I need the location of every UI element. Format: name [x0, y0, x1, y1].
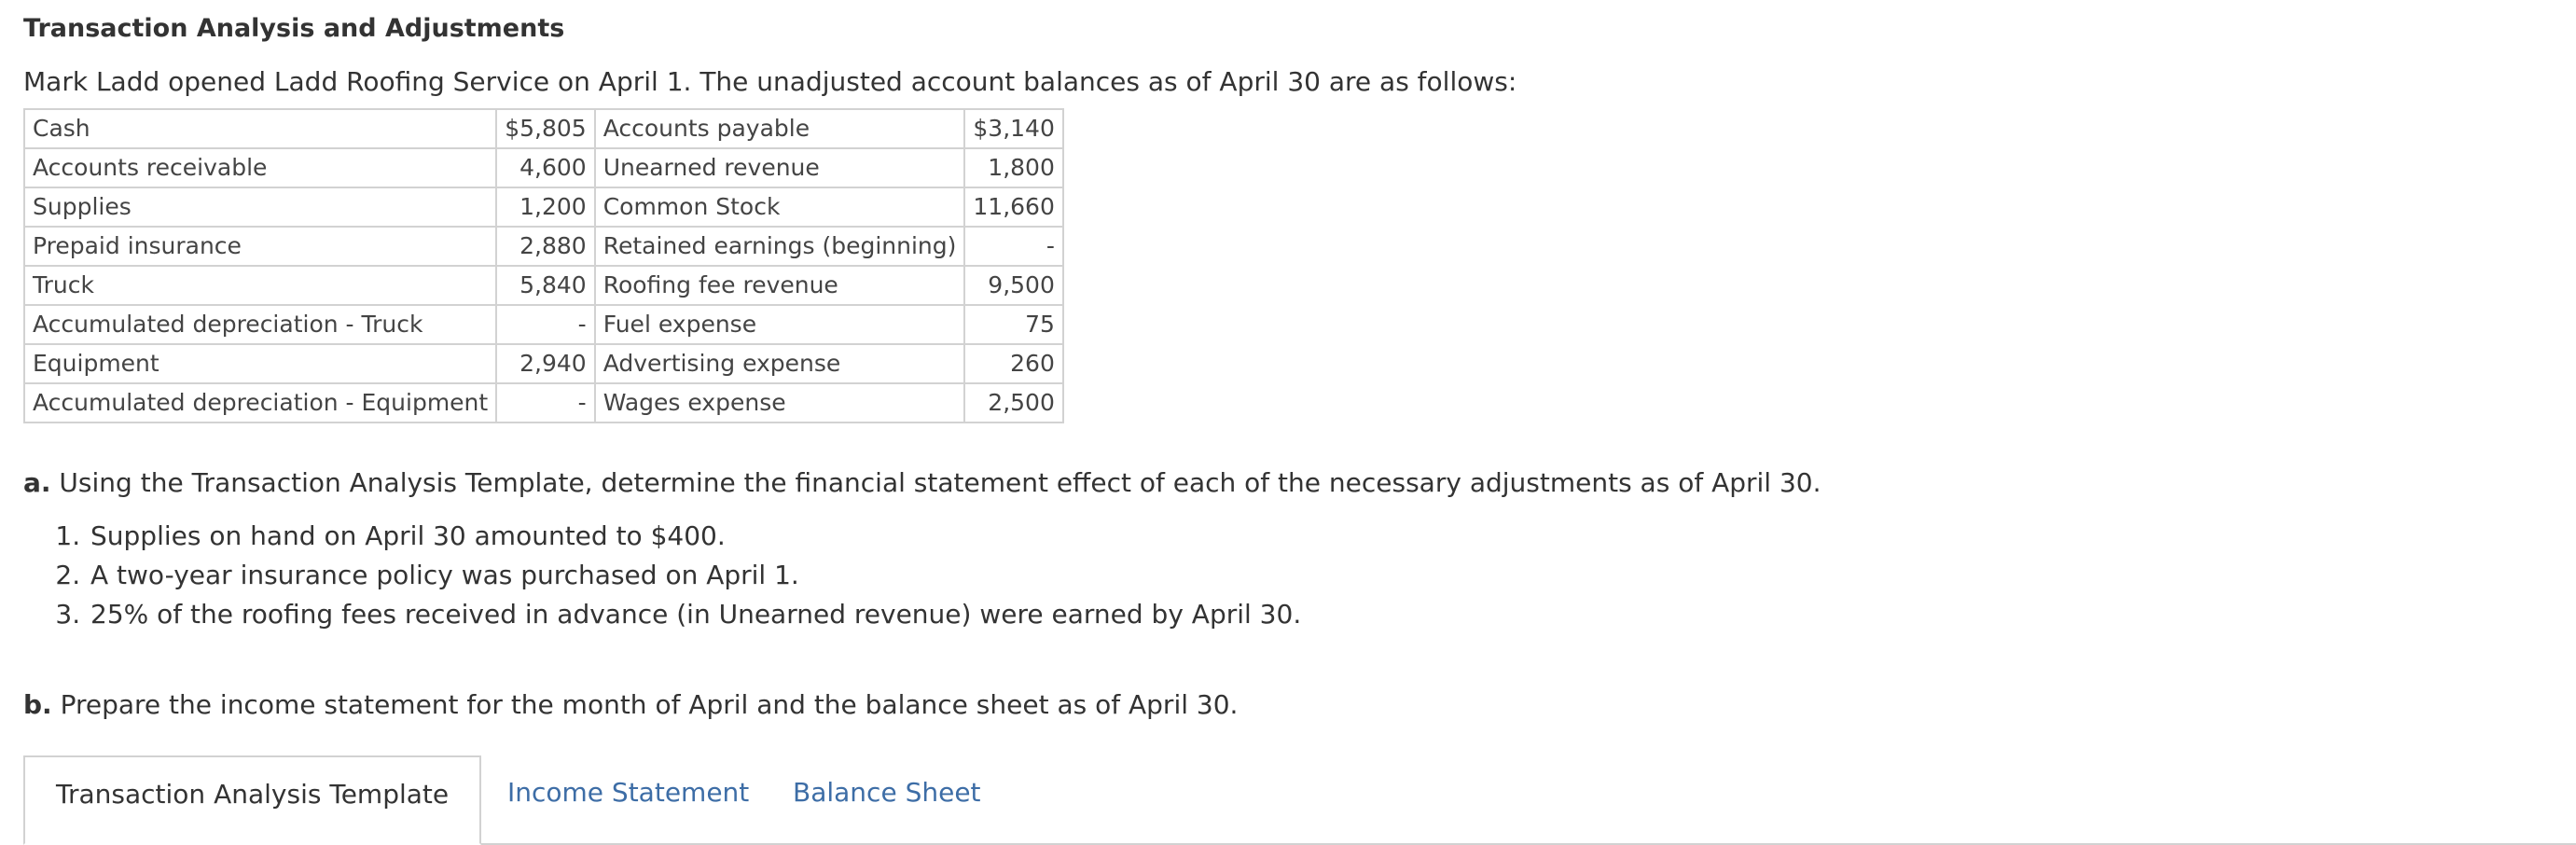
account-name: Prepaid insurance	[24, 227, 496, 266]
part-b-label: b.	[23, 689, 52, 720]
account-amount: $3,140	[964, 109, 1062, 148]
tab-balance-sheet[interactable]: Balance Sheet	[793, 777, 981, 808]
account-amount: 2,500	[964, 383, 1062, 422]
account-amount: 75	[964, 305, 1062, 344]
account-name: Roofing fee revenue	[595, 266, 965, 305]
account-amount: 5,840	[496, 266, 594, 305]
account-name: Cash	[24, 109, 496, 148]
account-name: Accumulated depreciation - Equipment	[24, 383, 496, 422]
table-row	[24, 227, 1063, 266]
tab-income-statement[interactable]: Income Statement	[507, 777, 750, 808]
table-row	[24, 344, 1063, 383]
table-row	[24, 187, 1063, 227]
account-amount: -	[964, 227, 1062, 266]
account-name: Supplies	[24, 187, 496, 227]
account-amount: 1,200	[496, 187, 594, 227]
account-amount: -	[496, 305, 594, 344]
part-a-text: Using the Transaction Analysis Template, determine the financial statement effect of each of the necessary adjustments as of April 30.	[50, 467, 1821, 498]
account-amount: 260	[964, 344, 1062, 383]
table-row	[24, 383, 1063, 422]
account-name: Accumulated depreciation - Truck	[24, 305, 496, 344]
account-amount: 2,880	[496, 227, 594, 266]
table-row	[24, 305, 1063, 344]
account-amount: 4,600	[496, 148, 594, 187]
account-name: Common Stock	[595, 187, 965, 227]
account-name: Wages expense	[595, 383, 965, 422]
account-name: Truck	[24, 266, 496, 305]
account-name: Advertising expense	[595, 344, 965, 383]
part-a-instructions	[23, 466, 2553, 500]
account-amount: 1,800	[964, 148, 1062, 187]
account-name: Accounts receivable	[24, 148, 496, 187]
account-amount: -	[496, 383, 594, 422]
problem-heading: Transaction Analysis and Adjustments	[23, 14, 565, 43]
account-name: Equipment	[24, 344, 496, 383]
tab-transaction-analysis-template[interactable]: Transaction Analysis Template	[23, 755, 481, 845]
account-amount: 11,660	[964, 187, 1062, 227]
part-b-text: Prepare the income statement for the month of April and the balance sheet as of April 30.	[51, 689, 1239, 720]
account-amount: $5,805	[496, 109, 594, 148]
account-name: Fuel expense	[595, 305, 965, 344]
part-a-label: a.	[23, 467, 51, 498]
account-balances-table	[23, 108, 1064, 423]
account-name: Accounts payable	[595, 109, 965, 148]
list-item: 3. 25% of the roofing fees received in advance (in Unearned revenue) were earned by April 30.	[89, 595, 2553, 634]
problem-intro: Mark Ladd opened Ladd Roofing Service on April 1. The unadjusted account balances as of April 30 are as follows:	[23, 66, 1517, 97]
account-amount: 9,500	[964, 266, 1062, 305]
part-b-instructions	[23, 688, 2553, 722]
account-name: Retained earnings (beginning)	[595, 227, 965, 266]
statement-tabs	[23, 755, 2576, 845]
table-row	[24, 148, 1063, 187]
table-row	[24, 266, 1063, 305]
list-item: 1. Supplies on hand on April 30 amounted to $400.	[89, 517, 2553, 556]
list-item: 2. A two-year insurance policy was purchased on April 1.	[89, 556, 2553, 595]
account-name: Unearned revenue	[595, 148, 965, 187]
account-amount: 2,940	[496, 344, 594, 383]
table-row	[24, 109, 1063, 148]
adjustments-list	[23, 517, 2553, 634]
